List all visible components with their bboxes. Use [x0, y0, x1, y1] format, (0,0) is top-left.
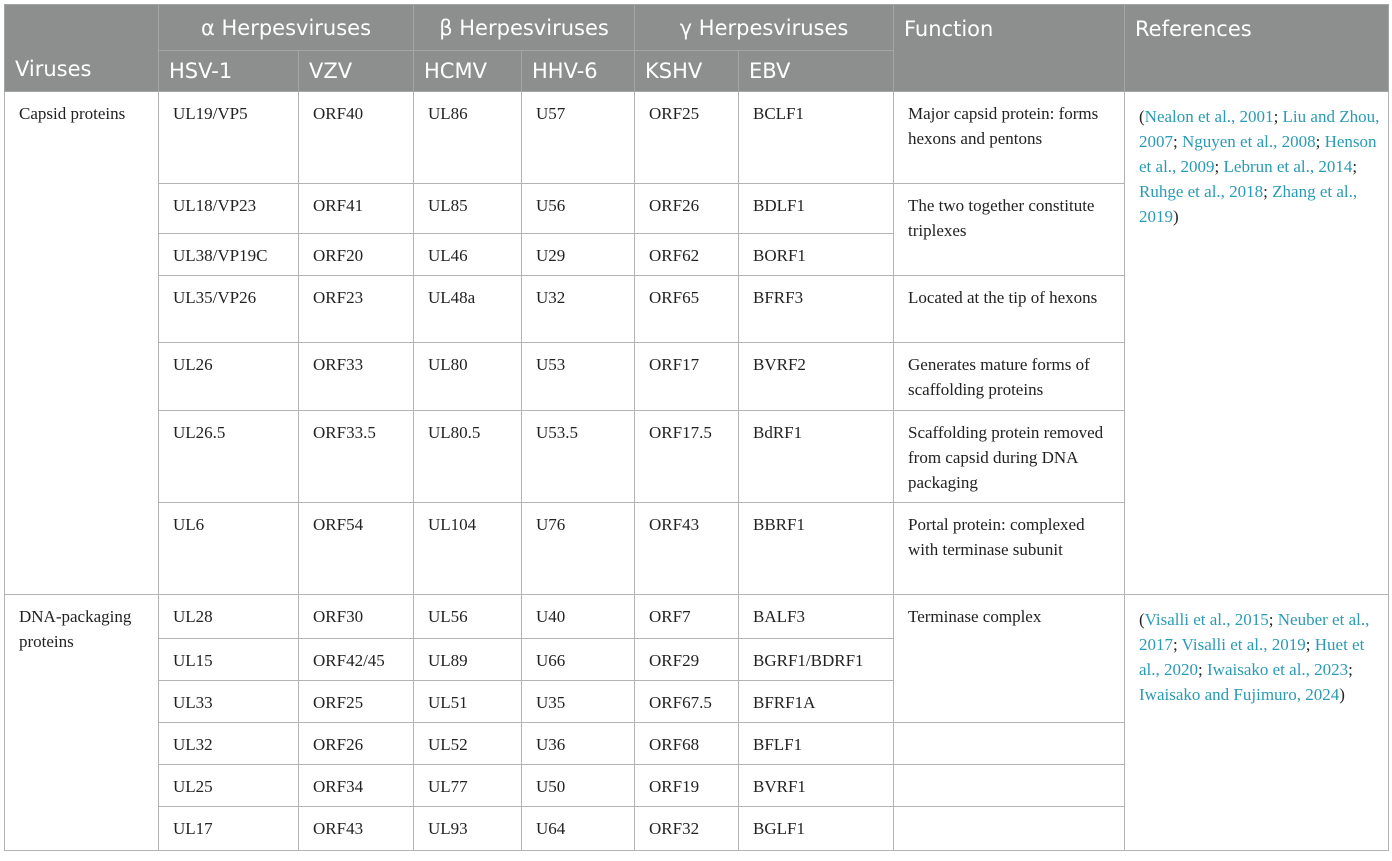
cell-kshv: ORF25	[635, 92, 739, 184]
cell-hhv6: U50	[522, 765, 635, 807]
cell-function: Major capsid protein: forms hexons and pentons	[894, 92, 1125, 184]
cell-references-capsid: (Nealon et al., 2001; Liu and Zhou, 2007; Nguyen et al., 2008; Henson et al., 2009; Lebrun et al., 2014; Ruhge et al., 2018; Zhang et al., 2019)	[1125, 92, 1389, 595]
table-body	[5, 92, 1389, 851]
cell-references-packaging: (Visalli et al., 2015; Neuber et al., 2017; Visalli et al., 2019; Huet et al., 2020; Iwaisako et al., 2023; Iwaisako and Fujimuro, 2024)	[1125, 595, 1389, 851]
cell-hhv6: U53.5	[522, 411, 635, 503]
cell-hsv1: UL26	[159, 343, 299, 411]
cell-hsv1: UL35/VP26	[159, 276, 299, 343]
cell-function: The two together constitute triplexes	[894, 184, 1125, 276]
cell-ebv: BVRF2	[739, 343, 894, 411]
reference-link[interactable]: Visalli et al., 2019	[1181, 635, 1306, 654]
header-gamma-herpesviruses: γ Herpesviruses	[635, 5, 894, 51]
cell-hcmv: UL51	[414, 681, 522, 723]
cell-kshv: ORF19	[635, 765, 739, 807]
reference-link[interactable]: Huet et al., 2020	[1139, 635, 1365, 679]
cell-hhv6: U66	[522, 639, 635, 681]
reference-link[interactable]: Zhang et al., 2019	[1139, 182, 1358, 226]
cell-vzv: ORF41	[299, 184, 414, 234]
cell-kshv: ORF62	[635, 234, 739, 276]
cell-hhv6: U36	[522, 723, 635, 765]
header-vzv: VZV	[299, 51, 414, 92]
cell-ebv: BDLF1	[739, 184, 894, 234]
header-alpha-herpesviruses: α Herpesviruses	[159, 5, 414, 51]
cell-vzv: ORF30	[299, 595, 414, 639]
cell-function: Located at the tip of hexons	[894, 276, 1125, 343]
reference-link[interactable]: Visalli et al., 2015	[1144, 610, 1269, 629]
cell-hcmv: UL46	[414, 234, 522, 276]
cell-ebv: BBRF1	[739, 503, 894, 595]
header-ebv: EBV	[739, 51, 894, 92]
cell-function: Terminase complex	[894, 595, 1125, 723]
cell-vzv: ORF43	[299, 807, 414, 851]
cell-vzv: ORF54	[299, 503, 414, 595]
cell-kshv: ORF67.5	[635, 681, 739, 723]
cell-hsv1: UL6	[159, 503, 299, 595]
cell-hsv1: UL18/VP23	[159, 184, 299, 234]
reference-link[interactable]: Ruhge et al., 2018	[1139, 182, 1264, 201]
cell-hcmv: UL104	[414, 503, 522, 595]
cell-ebv: BVRF1	[739, 765, 894, 807]
reference-link[interactable]: Henson et al., 2009	[1139, 132, 1377, 176]
header-hsv1: HSV-1	[159, 51, 299, 92]
cell-function: Portal protein: complexed with terminase subunit	[894, 503, 1125, 595]
cell-kshv: ORF65	[635, 276, 739, 343]
cell-vzv: ORF40	[299, 92, 414, 184]
cell-hcmv: UL93	[414, 807, 522, 851]
header-hhv6: HHV-6	[522, 51, 635, 92]
cell-hsv1: UL38/VP19C	[159, 234, 299, 276]
table-header	[5, 5, 1389, 92]
cell-hhv6: U35	[522, 681, 635, 723]
table-row	[5, 92, 1389, 184]
header-beta-herpesviruses: β Herpesviruses	[414, 5, 635, 51]
cell-hhv6: U53	[522, 343, 635, 411]
cell-hcmv: UL48a	[414, 276, 522, 343]
cell-hhv6: U32	[522, 276, 635, 343]
cell-ebv: BFLF1	[739, 723, 894, 765]
cell-hhv6: U64	[522, 807, 635, 851]
header-references: References	[1125, 5, 1389, 92]
cell-ebv: BdRF1	[739, 411, 894, 503]
cell-kshv: ORF32	[635, 807, 739, 851]
cell-function: Scaffolding protein removed from capsid during DNA packaging	[894, 411, 1125, 503]
header-kshv: KSHV	[635, 51, 739, 92]
cell-ebv: BORF1	[739, 234, 894, 276]
cell-function-empty	[894, 723, 1125, 765]
header-function: Function	[894, 5, 1125, 92]
cell-hsv1: UL17	[159, 807, 299, 851]
reference-link[interactable]: Nguyen et al., 2008	[1181, 132, 1316, 151]
cell-hsv1: UL15	[159, 639, 299, 681]
cell-hhv6: U56	[522, 184, 635, 234]
header-viruses: Viruses	[5, 5, 159, 92]
cell-hsv1: UL26.5	[159, 411, 299, 503]
cell-kshv: ORF68	[635, 723, 739, 765]
cell-hhv6: U76	[522, 503, 635, 595]
cell-vzv: ORF33.5	[299, 411, 414, 503]
cell-ebv: BFRF1A	[739, 681, 894, 723]
reference-link[interactable]: Nealon et al., 2001	[1144, 107, 1274, 126]
cell-kshv: ORF43	[635, 503, 739, 595]
table-row	[5, 595, 1389, 639]
cell-kshv: ORF29	[635, 639, 739, 681]
cell-kshv: ORF7	[635, 595, 739, 639]
cell-vzv: ORF25	[299, 681, 414, 723]
reference-link[interactable]: Lebrun et al., 2014	[1223, 157, 1353, 176]
cell-hsv1: UL28	[159, 595, 299, 639]
category-dna-packaging-proteins: DNA-packaging proteins	[5, 595, 159, 851]
cell-vzv: ORF33	[299, 343, 414, 411]
reference-link[interactable]: Liu and Zhou, 2007	[1139, 107, 1380, 151]
cell-hsv1: UL19/VP5	[159, 92, 299, 184]
cell-hcmv: UL86	[414, 92, 522, 184]
cell-ebv: BALF3	[739, 595, 894, 639]
cell-function-empty	[894, 765, 1125, 807]
header-hcmv: HCMV	[414, 51, 522, 92]
cell-vzv: ORF26	[299, 723, 414, 765]
cell-ebv: BCLF1	[739, 92, 894, 184]
cell-kshv: ORF17	[635, 343, 739, 411]
cell-function-empty	[894, 807, 1125, 851]
cell-hsv1: UL33	[159, 681, 299, 723]
cell-hcmv: UL89	[414, 639, 522, 681]
cell-ebv: BGLF1	[739, 807, 894, 851]
cell-kshv: ORF17.5	[635, 411, 739, 503]
cell-vzv: ORF23	[299, 276, 414, 343]
cell-vzv: ORF34	[299, 765, 414, 807]
reference-link[interactable]: Neuber et al., 2017	[1139, 610, 1370, 654]
reference-link[interactable]: Iwaisako and Fujimuro, 2024	[1139, 685, 1340, 704]
cell-hsv1: UL32	[159, 723, 299, 765]
cell-hcmv: UL56	[414, 595, 522, 639]
cell-hhv6: U57	[522, 92, 635, 184]
cell-function: Generates mature forms of scaffolding proteins	[894, 343, 1125, 411]
cell-hcmv: UL77	[414, 765, 522, 807]
category-capsid-proteins: Capsid proteins	[5, 92, 159, 595]
cell-kshv: ORF26	[635, 184, 739, 234]
cell-hcmv: UL85	[414, 184, 522, 234]
cell-ebv: BGRF1/BDRF1	[739, 639, 894, 681]
cell-hhv6: U40	[522, 595, 635, 639]
cell-hhv6: U29	[522, 234, 635, 276]
reference-link[interactable]: Iwaisako et al., 2023	[1207, 660, 1349, 679]
cell-hcmv: UL80	[414, 343, 522, 411]
cell-ebv: BFRF3	[739, 276, 894, 343]
cell-hcmv: UL52	[414, 723, 522, 765]
cell-vzv: ORF42/45	[299, 639, 414, 681]
herpesvirus-protein-table	[4, 4, 1389, 851]
cell-vzv: ORF20	[299, 234, 414, 276]
cell-hcmv: UL80.5	[414, 411, 522, 503]
cell-hsv1: UL25	[159, 765, 299, 807]
